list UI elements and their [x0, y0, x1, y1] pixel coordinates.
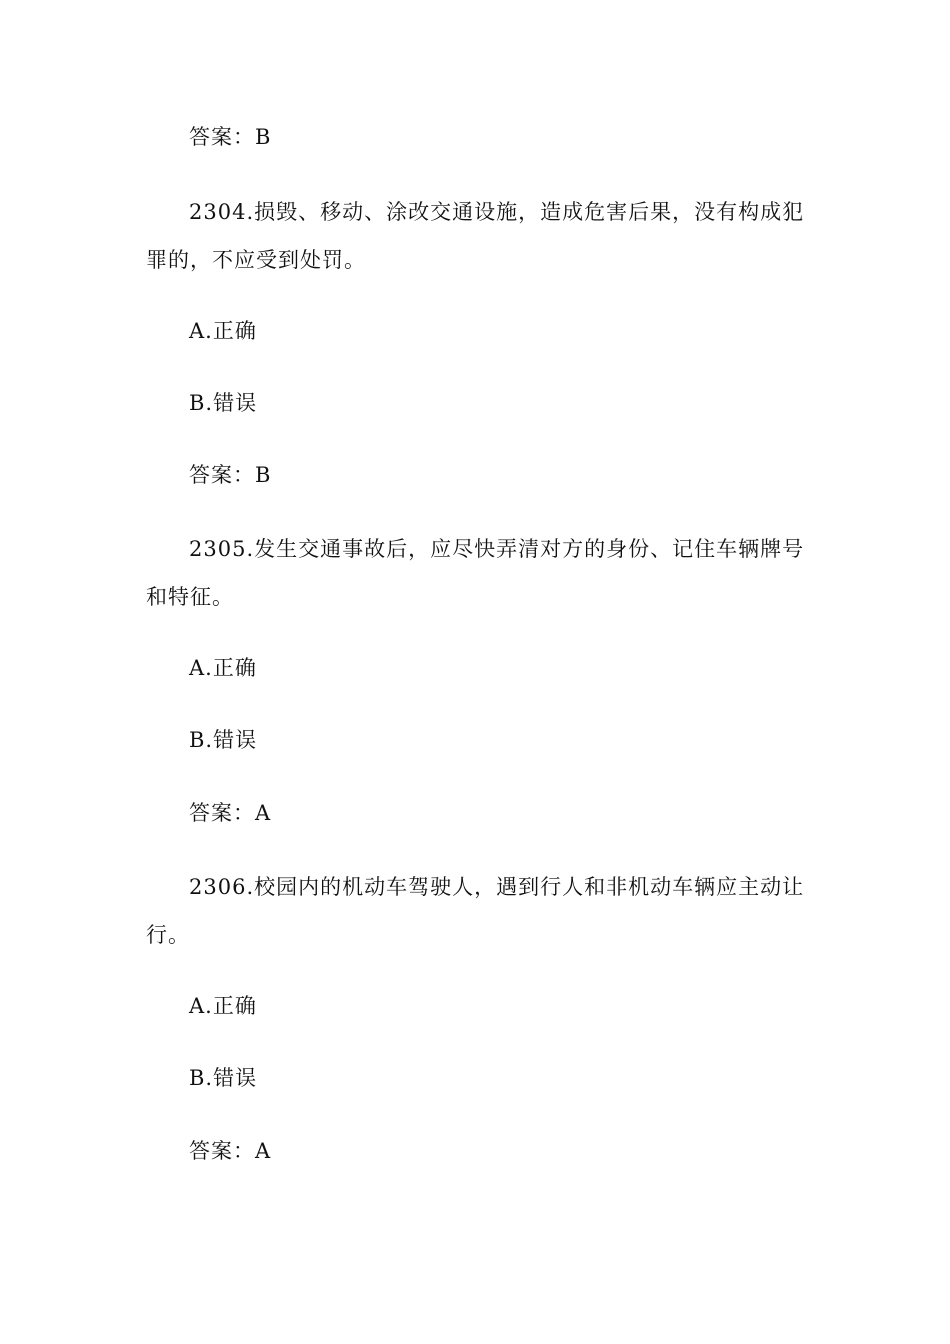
- answer-line-2303: 答案：B: [189, 125, 272, 149]
- question-2306-line-2: 行。: [146, 923, 190, 947]
- question-2304-line-1: 2304.损毁、移动、涂改交通设施，造成危害后果，没有构成犯: [189, 200, 805, 224]
- option-a-2305: A.正确: [189, 656, 257, 680]
- answer-line-2304: 答案：B: [189, 463, 272, 487]
- option-b-2305: B.错误: [189, 728, 258, 752]
- answer-line-2306: 答案：A: [189, 1139, 272, 1163]
- question-2306-line-1: 2306.校园内的机动车驾驶人，遇到行人和非机动车辆应主动让: [189, 875, 805, 899]
- option-b-2304: B.错误: [189, 391, 258, 415]
- question-2304-line-2: 罪的，不应受到处罚。: [146, 248, 366, 272]
- option-b-2306: B.错误: [189, 1066, 258, 1090]
- option-a-2304: A.正确: [189, 319, 257, 343]
- question-2305-line-1: 2305.发生交通事故后，应尽快弄清对方的身份、记住车辆牌号: [189, 537, 805, 561]
- question-2305-line-2: 和特征。: [146, 585, 234, 609]
- answer-line-2305: 答案：A: [189, 801, 272, 825]
- option-a-2306: A.正确: [189, 994, 257, 1018]
